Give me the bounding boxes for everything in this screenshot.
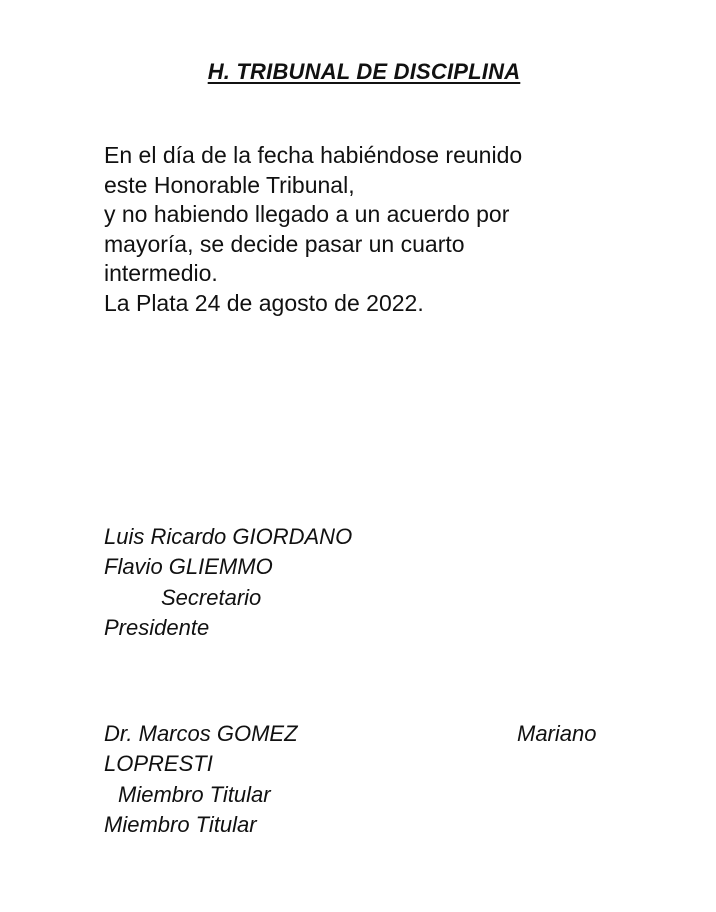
- signatory-name: Luis Ricardo GIORDANO: [104, 524, 353, 549]
- signatory-name: Mariano: [517, 721, 597, 746]
- body-line: intermedio.: [104, 260, 218, 286]
- signatory-name: Flavio GLIEMMO: [104, 554, 273, 579]
- document-date: La Plata 24 de agosto de 2022.: [104, 290, 424, 316]
- body-line: En el día de la fecha habiéndose reunido: [104, 142, 523, 168]
- body-line: y no habiendo llegado a un acuerdo por: [104, 201, 510, 227]
- signatory-name: Dr. Marcos GOMEZ: [104, 721, 298, 746]
- signatory-name: LOPRESTI: [104, 751, 213, 776]
- signatory-role: Secretario: [161, 585, 262, 610]
- signatory-role: Miembro Titular: [118, 782, 271, 807]
- body-line: mayoría, se decide pasar un cuarto: [104, 231, 465, 257]
- signatory-role: Miembro Titular: [104, 812, 257, 837]
- body-line: este Honorable Tribunal,: [104, 172, 355, 198]
- document-title: H. TRIBUNAL DE DISCIPLINA: [207, 59, 521, 84]
- signatory-role: Presidente: [104, 615, 210, 640]
